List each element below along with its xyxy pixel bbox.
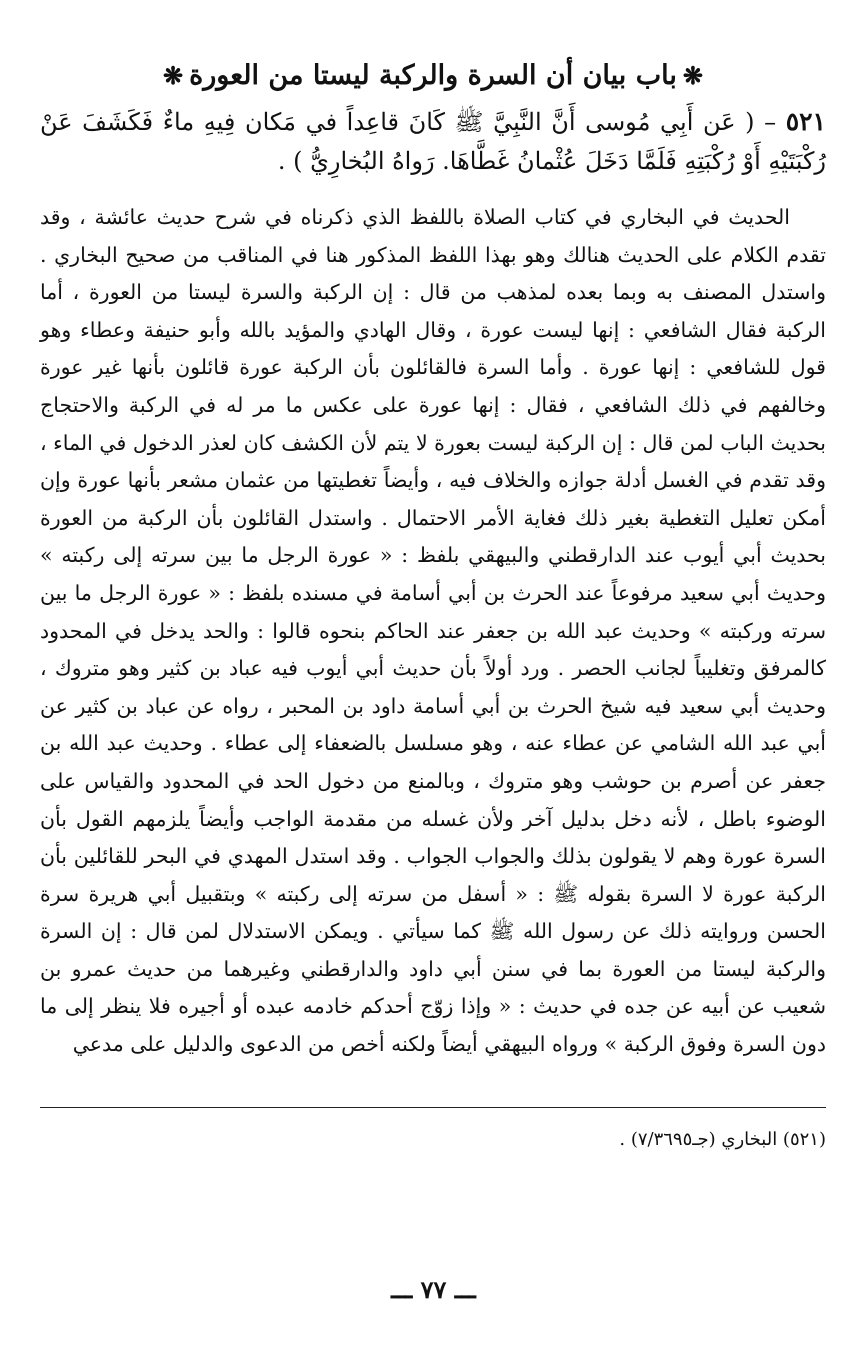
chapter-title-text: باب بيان أن السرة والركبة ليستا من العورة — [189, 60, 677, 91]
commentary-paragraph: الحديث في البخاري في كتاب الصلاة باللفظ الذي ذكرناه في شرح حديث عائشة ، وقد تقدم الكلام على الحديث هنالك وهو بهذا اللفظ المذكور هنا في المناقب من صحيح البخاري . واستدل المصنف به وبما بعده لمذهب من قال : إن الركبة والسرة ليستا من العورة ، أما الركبة فقال الشافعي : إنها ليست عورة ، وقال الهادي والمؤيد بالله وأبو حنيفة وعطاء وهو قول للشافعي : إنها عورة . وأما السرة فالقائلون بأن الركبة عورة قائلون بأنها غير عورة وخالفهم في ذلك الشافعي ، فقال : إنها عورة على عكس ما مر له في الركبة والاحتجاج بحديث الباب لمن قال : إن الركبة ليست بعورة لا يتم لأن الكشف كان لعذر الدخول في الماء ، وقد تقدم في الغسل أدلة جوازه والخلاف فيه ، وأيضاً تغطيتها من عثمان مشعر بأنها عورة وإن أمكن تعليل التغطية بغير ذلك فغاية الأمر الاحتمال . واستدل القائلون بأن الركبة من العورة بحديث أبي أيوب عند الدارقطني والبيهقي بلفظ : « عورة الرجل ما بين سرته إلى ركبته » وحديث أبي سعيد مرفوعاً عند الحرث بن أبي أسامة في مسنده بلفظ : « عورة الرجل ما بين سرته وركبته » وحديث عبد الله بن جعفر عند الحاكم بنحوه قالوا : والحد يدخل في المحدود كالمرفق وتغليباً لجانب الحصر . ورد أولاً بأن حديث أبي أيوب فيه عباد بن كثير وهو متروك ، وحديث أبي سعيد فيه شيخ الحرث بن أبي أسامة داود بن المحبر ، رواه عن عباد بن كثير عن أبي عبد الله الشامي عن عطاء عنه ، وهو مسلسل بالضعفاء إلى عطاء . وحديث عبد الله بن جعفر عن أصرم بن حوشب وهو متروك ، وبالمنع من دخول الحد في المحدود والقياس على الوضوء باطل ، لأنه دخل بدليل آخر ولأن غسله من مقدمة الواجب وأيضاً يلزمهم القول بأن السرة عورة وهم لا يقولون بذلك والجواب الجواب . وقد استدل المهدي في البحر للقائلين بأن الركبة عورة لا السرة بقوله ﷺ : « أسفل من سرته إلى ركبته » وبتقبيل أبي هريرة سرة الحسن وروايته ذلك عن رسول الله ﷺ كما سيأتي . ويمكن الاستدلال لمن قال : إن السرة والركبة ليستا من العورة بما في سنن أبي داود والدارقطني وغيرهما من حديث عمرو بن شعيب عن أبيه عن جده في حديث : « وإذا زوّج أحدكم خادمه عبده أو أجيره فلا ينظر إلى ما دون السرة وفوق الركبة » ورواه البيهقي أيضاً ولكنه أخص من الدعوى والدليل على مدعي — [40, 205, 826, 1057]
hadith-number: ٥٢١ — [785, 107, 826, 136]
footnote: (٥٢١) البخاري (جـ٧/٣٦٩٥) . — [619, 1129, 826, 1150]
commentary-block — [40, 199, 826, 1064]
star-ornament-icon: ❋ — [163, 61, 184, 90]
page-number: ـــ ٧٧ ـــ — [391, 1275, 476, 1304]
hadith-text: – ( عَن أَبِي مُوسى أَنَّ النَّبِيَّ ﷺ كَانَ قاعِداً في مَكان فِيهِ ماءٌ فَكَشَفَ عَنْ رُكْبَتَيْهِ أَوْ رُكْبَتِهِ فَلَمَّا دَخَلَ عُثْمانُ غَطَّاهَا. رَواهُ البُخارِيُّ ) . — [40, 108, 826, 175]
chapter-title — [40, 52, 826, 100]
hadith-text-block — [40, 102, 826, 181]
footnote-separator — [40, 1107, 826, 1108]
star-ornament-icon: ❋ — [682, 61, 703, 90]
